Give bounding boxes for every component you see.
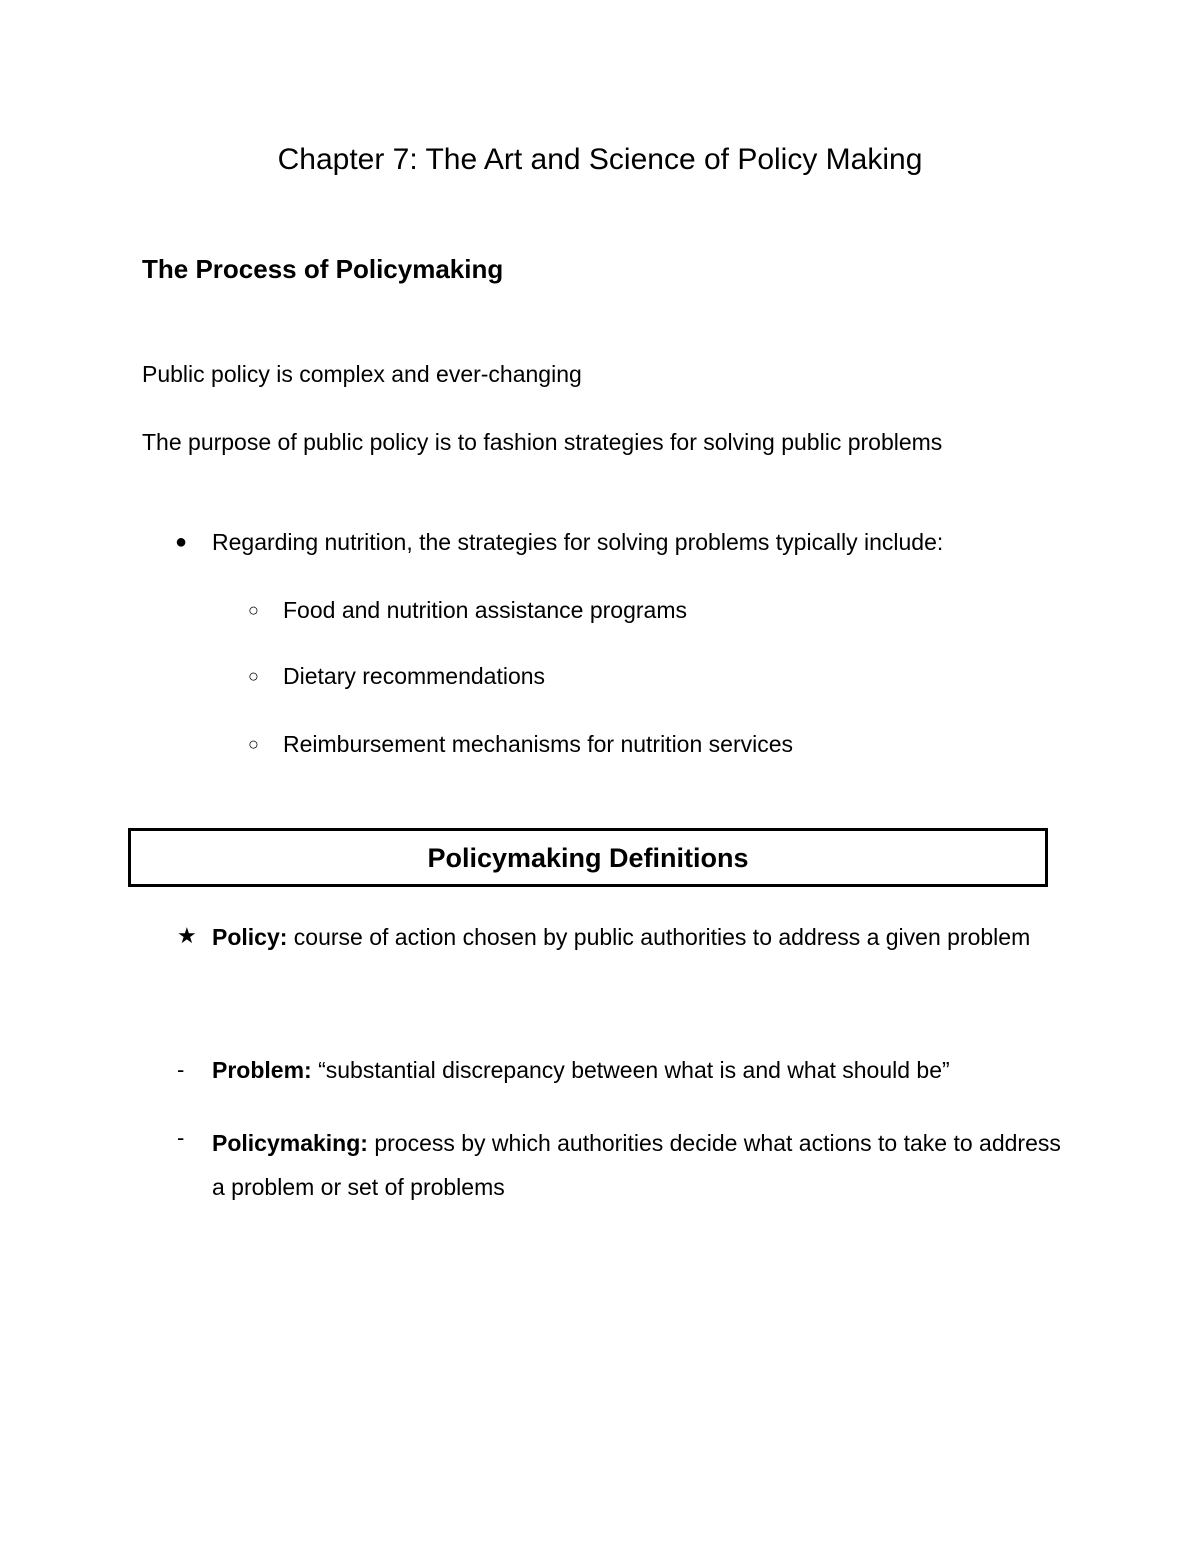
- subitem-reimbursement: Reimbursement mechanisms for nutrition services: [283, 731, 794, 757]
- definition-term: Problem:: [212, 1057, 312, 1083]
- subitem-dietary-recommendations: Dietary recommendations: [283, 663, 546, 689]
- definition-term: Policymaking:: [212, 1130, 368, 1156]
- definition-body: course of action chosen by public authorities to address a given problem: [287, 924, 1031, 950]
- subitem-food-assistance: Food and nutrition assistance programs: [283, 597, 687, 623]
- hollow-bullet-icon: ○: [248, 734, 259, 754]
- definitions-heading-box: [128, 828, 1048, 887]
- paragraph-purpose: The purpose of public policy is to fashion strategies for solving public problems: [142, 429, 943, 455]
- hollow-bullet-icon: ○: [248, 600, 259, 620]
- paragraph-complexity: Public policy is complex and ever-changing: [142, 361, 582, 387]
- hollow-bullet-icon: ○: [248, 666, 259, 686]
- definition-policy: [212, 920, 1042, 954]
- dash-marker: -: [177, 1125, 185, 1150]
- definition-term: Policy:: [212, 924, 288, 950]
- definition-body: process by which authorities decide what actions to take to address a problem or set of problems: [212, 1130, 1061, 1200]
- definition-problem: [212, 1056, 1072, 1084]
- dash-marker: -: [177, 1057, 185, 1082]
- filled-bullet-icon: ●: [175, 531, 188, 553]
- definitions-heading: Policymaking Definitions: [427, 842, 749, 873]
- bullet-nutrition-strategies: Regarding nutrition, the strategies for solving problems typically include:: [212, 529, 944, 555]
- section-heading: The Process of Policymaking: [142, 254, 504, 284]
- star-icon: ★: [177, 923, 197, 948]
- definition-policymaking: [212, 1121, 1072, 1209]
- definition-body: “substantial discrepancy between what is and what should be”: [311, 1057, 950, 1083]
- page-title: Chapter 7: The Art and Science of Policy Making: [277, 143, 923, 176]
